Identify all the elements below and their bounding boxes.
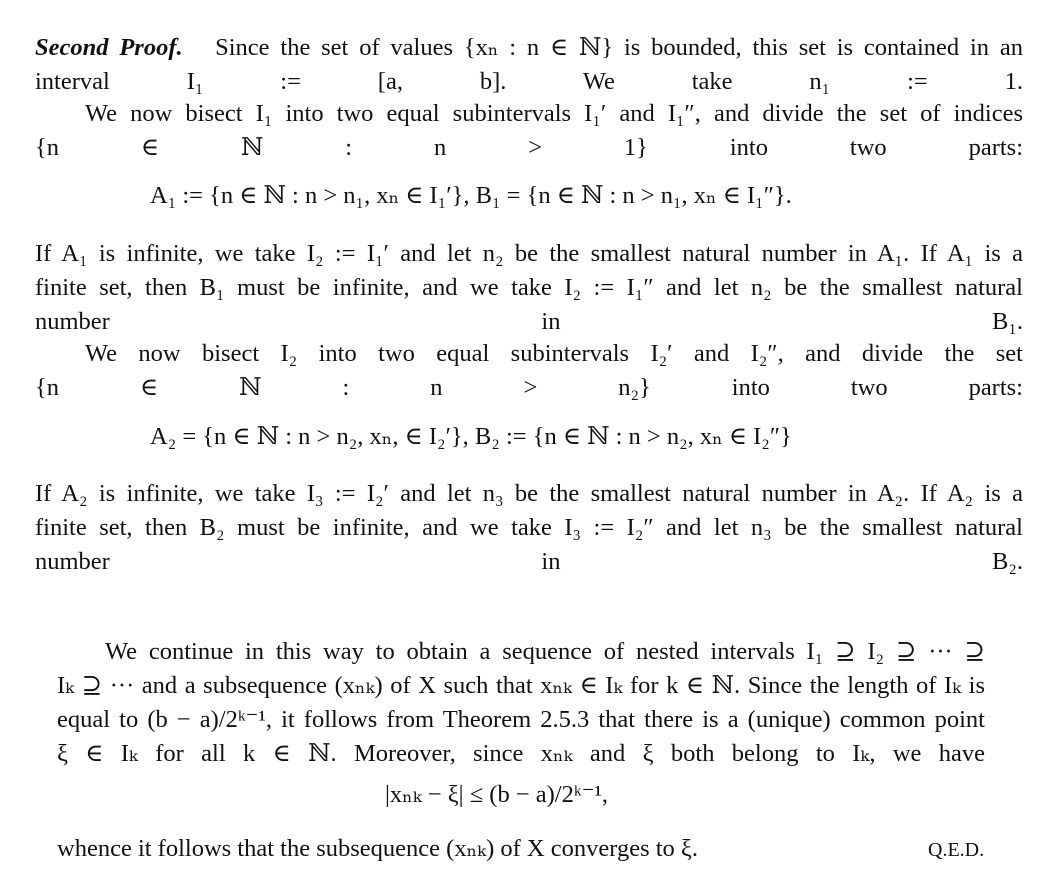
paragraph-3-line-3: number in B₁. <box>35 308 1023 335</box>
paragraph-2-line-1: We now bisect I₁ into two equal subintervals I₁′ and I₁″, and divide the set of indices <box>85 100 1023 127</box>
equation-sets-a1-b1: A₁ := {n ∈ ℕ : n > n₁, xₙ ∈ I₁′}, B₁ = {n ∈ ℕ : n > n₁, xₙ ∈ I₁″}. <box>150 182 792 209</box>
proof-paragraph-2 <box>35 97 1023 165</box>
paragraph-2-line-2: {n ∈ ℕ : n > 1} into two parts: <box>35 134 1023 161</box>
proof-paragraph-1 <box>35 31 1023 99</box>
paragraph-6-line-1: We continue in this way to obtain a sequence of nested intervals I₁ ⊇ I₂ ⊇ ··· ⊇ <box>105 638 985 665</box>
paragraph-6-line-4: ξ ∈ Iₖ for all k ∈ ℕ. Moreover, since xₙₖ and ξ both belong to Iₖ, we have <box>57 740 985 767</box>
paragraph-7-line-1: whence it follows that the subsequence (xₙₖ) of X converges to ξ. <box>57 835 698 862</box>
proof-paragraph-4 <box>35 337 1023 405</box>
qed-mark: Q.E.D. <box>928 839 985 861</box>
proof-paragraph-7 <box>57 832 857 866</box>
proof-paragraph-3 <box>35 237 1023 339</box>
proof-paragraph-6 <box>57 635 985 771</box>
paragraph-3-line-1: If A₁ is infinite, we take I₂ := I₁′ and let n₂ be the smallest natural number in A₁. If A₁ is a <box>35 240 1023 267</box>
paragraph-1-line-1: Since the set of values {xₙ : n ∈ ℕ} is bounded, this set is contained in an <box>215 34 1023 61</box>
paragraph-1-line-2: interval I₁ := [a, b]. We take n₁ := 1. <box>35 68 1023 95</box>
paragraph-6-line-2: Iₖ ⊇ ··· and a subsequence (xₙₖ) of X such that xₙₖ ∈ Iₖ for k ∈ ℕ. Since the length of Iₖ is <box>57 672 985 699</box>
paragraph-5-line-2: finite set, then B₂ must be infinite, and we take I₃ := I₂″ and let n₃ be the smallest natural <box>35 514 1023 541</box>
paragraph-5-line-1: If A₂ is infinite, we take I₃ := I₂′ and let n₃ be the smallest natural number in A₂. If A₂ is a <box>35 480 1023 507</box>
equation-estimate: |xₙₖ − ξ| ≤ (b − a)/2ᵏ⁻¹, <box>385 781 608 808</box>
paragraph-5-line-3: number in B₂. <box>35 548 1023 575</box>
paragraph-4-line-1: We now bisect I₂ into two equal subintervals I₂′ and I₂″, and divide the set <box>85 340 1023 367</box>
paragraph-6-line-3: equal to (b − a)/2ᵏ⁻¹, it follows from Theorem 2.5.3 that there is a (unique) common point <box>57 706 985 733</box>
paragraph-3-line-2: finite set, then B₁ must be infinite, and we take I₂ := I₁″ and let n₂ be the smallest natural <box>35 274 1023 301</box>
proof-heading: Second Proof. <box>35 34 183 61</box>
proof-paragraph-5 <box>35 477 1023 579</box>
equation-sets-a2-b2: A₂ = {n ∈ ℕ : n > n₂, xₙ, ∈ I₂′}, B₂ := {n ∈ ℕ : n > n₂, xₙ ∈ I₂″} <box>150 423 792 450</box>
paragraph-4-line-2: {n ∈ ℕ : n > n₂} into two parts: <box>35 374 1023 401</box>
